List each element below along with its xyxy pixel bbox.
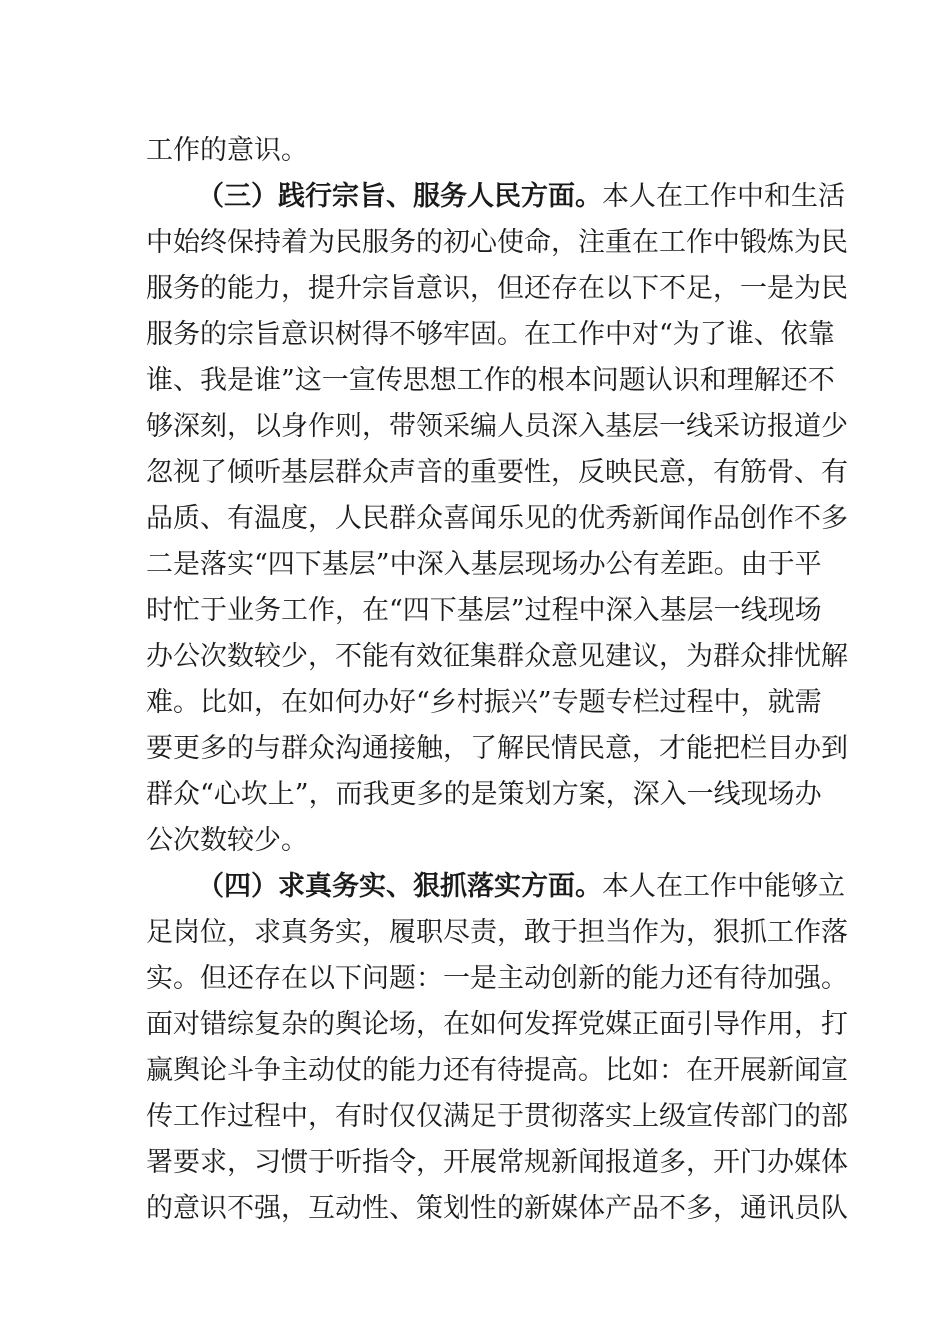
- paragraph-1-first-line: [146, 174, 845, 220]
- paragraph-1-line-1-text: 本人在工作中和生活: [602, 181, 845, 212]
- paragraph-2-line: 面对错综复杂的舆论场，在如何发挥党媒正面引导作用，打: [146, 1009, 848, 1040]
- paragraph-0-line: 工作的意识。: [146, 135, 308, 166]
- paragraph-1-line: 要更多的与群众沟通接触，了解民情民意，才能把栏目办到: [146, 733, 848, 764]
- paragraph-1-line: 服务的宗旨意识树得不够牢固。在工作中对“为了谁、依靠: [146, 319, 835, 350]
- paragraph-1-line: 中始终保持着为民服务的初心使命，注重在工作中锻炼为民: [146, 227, 848, 258]
- paragraph-2-line: 赢舆论斗争主动仗的能力还有待提高。比如：在开展新闻宣: [146, 1055, 848, 1086]
- paragraph-1-line: 办公次数较少，不能有效征集群众意见建议，为群众排忧解: [146, 641, 848, 672]
- paragraph-2-line: 的意识不强，互动性、策划性的新媒体产品不多，通讯员队: [146, 1193, 848, 1224]
- section-heading-4: （四）求真务实、狠抓落实方面。: [197, 871, 602, 902]
- paragraph-2-line-1-text: 本人在工作中能够立: [602, 871, 845, 902]
- paragraph-2-first-line: [146, 864, 845, 910]
- paragraph-1-line: 时忙于业务工作，在“四下基层”过程中深入基层一线现场: [146, 595, 822, 626]
- document-body: [146, 128, 848, 1232]
- paragraph-1-line: 忽视了倾听基层群众声音的重要性，反映民意，有筋骨、有: [146, 457, 848, 488]
- paragraph-2-line: 足岗位，求真务实，履职尽责，敢于担当作为，狠抓工作落: [146, 917, 848, 948]
- paragraph-1-line: 够深刻，以身作则，带领采编人员深入基层一线采访报道少: [146, 411, 848, 442]
- paragraph-2-line: 传工作过程中，有时仅仅满足于贯彻落实上级宣传部门的部: [146, 1101, 848, 1132]
- section-heading-3: （三）践行宗旨、服务人民方面。: [197, 181, 602, 212]
- paragraph-1-line: 公次数较少。: [146, 825, 308, 856]
- paragraph-1-line: 服务的能力，提升宗旨意识，但还存在以下不足，一是为民: [146, 273, 848, 304]
- paragraph-1-line: 难。比如，在如何办好“乡村振兴”专题专栏过程中，就需: [146, 687, 822, 718]
- paragraph-1-line: 谁、我是谁”这一宣传思想工作的根本问题认识和理解还不: [146, 365, 835, 396]
- paragraph-1-line: 二是落实“四下基层”中深入基层现场办公有差距。由于平: [146, 549, 822, 580]
- paragraph-1-line: 品质、有温度，人民群众喜闻乐见的优秀新闻作品创作不多: [146, 503, 848, 534]
- paragraph-2-line: 署要求，习惯于听指令，开展常规新闻报道多，开门办媒体: [146, 1147, 848, 1178]
- paragraph-2-line: 实。但还存在以下问题：一是主动创新的能力还有待加强。: [146, 963, 848, 994]
- paragraph-1-line: 群众“心坎上”，而我更多的是策划方案，深入一线现场办: [146, 779, 822, 810]
